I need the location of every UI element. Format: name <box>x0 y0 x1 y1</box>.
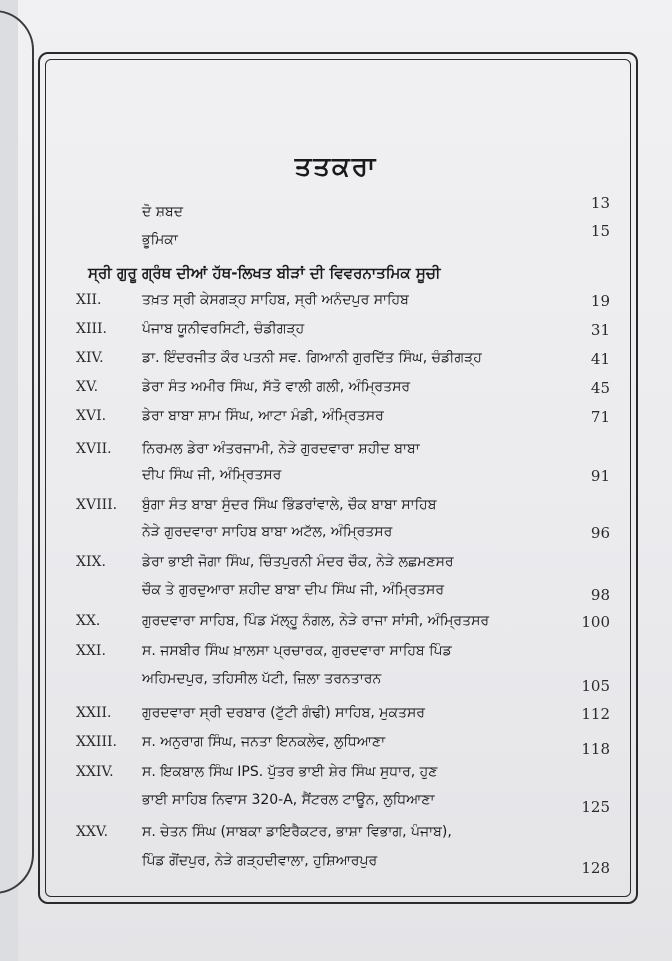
page-number: 98 <box>590 586 610 604</box>
entry-numeral: XIII. <box>76 321 108 337</box>
page-number: 96 <box>590 524 610 542</box>
toc-entry <box>0 350 672 376</box>
entry-numeral: XVIII. <box>76 497 118 513</box>
entry-text-line-1: ਸ. ਜਸਬੀਰ ਸਿੰਘ ਖ਼ਾਲਸਾ ਪ੍ਰਚਾਰਕ, ਗੁਰਦਵਾਰਾ ਸਾਹਿਬ ਪਿੰਡ <box>142 643 452 659</box>
entry-numeral: XIX. <box>76 554 106 570</box>
toc-entry <box>0 764 672 790</box>
toc-entry <box>0 734 672 760</box>
entry-text-line-1: ਸ. ਚੇਤਨ ਸਿੰਘ (ਸਾਬਕਾ ਡਾਇਰੈਕਟਰ, ਭਾਸ਼ਾ ਵਿਭਾਗ, ਪੰਜਾਬ), <box>142 824 452 840</box>
page-number: 105 <box>581 677 610 695</box>
toc-entry <box>0 613 672 639</box>
toc-entry <box>0 441 672 467</box>
toc-entry <box>0 824 672 850</box>
toc-entry <box>0 554 672 580</box>
entry-text-line-2: ਭਾਈ ਸਾਹਿਬ ਨਿਵਾਸ 320-A, ਸੈਂਟਰਲ ਟਾਊਨ, ਲੁਧਿਆਣਾ <box>142 792 435 808</box>
entry-numeral: XVI. <box>76 408 107 424</box>
page-number: 41 <box>590 350 610 368</box>
page-number: 13 <box>590 194 610 212</box>
entry-text: ਸ. ਅਨੁਰਾਗ ਸਿੰਘ, ਜਨਤਾ ਇਨਕਲੇਵ, ਲੁਧਿਆਣਾ <box>142 734 386 750</box>
entry-text: ਤਖ਼ਤ ਸ੍ਰੀ ਕੇਸਗੜ੍ਹ ਸਾਹਿਬ, ਸ੍ਰੀ ਅਨੰਦਪੁਰ ਸਾਹਿਬ <box>142 292 409 308</box>
entry-numeral: XXII. <box>76 705 112 721</box>
entry-text-line-2: ਦੀਪ ਸਿੰਘ ਜੀ, ਅੰਮ੍ਰਿਤਸਰ <box>142 467 282 483</box>
entry-text: ਡੇਰਾ ਬਾਬਾ ਸ਼ਾਮ ਸਿੰਘ, ਆਟਾ ਮੰਡੀ, ਅੰਮ੍ਰਿਤਸਰ <box>142 408 384 424</box>
entry-text: ਪੰਜਾਬ ਯੂਨੀਵਰਸਿਟੀ, ਚੰਡੀਗੜ੍ਹ <box>142 321 305 337</box>
page-number: 112 <box>581 705 610 723</box>
page-number: 45 <box>590 379 610 397</box>
toc-entry-continued <box>0 582 672 608</box>
toc-entry <box>0 408 672 434</box>
entry-text-line-1: ਬੁੰਗਾ ਸੰਤ ਬਾਬਾ ਸੁੰਦਰ ਸਿੰਘ ਭਿੰਡਰਾਂਵਾਲੇ, ਚੌਕ ਬਾਬਾ ਸਾਹਿਬ <box>142 497 437 513</box>
entry-numeral: XXIII. <box>76 734 117 750</box>
section-heading-text: ਸ੍ਰੀ ਗੁਰੂ ਗ੍ਰੰਥ ਦੀਆਂ ਹੱਥ-ਲਿਖਤ ਬੀੜਾਂ ਦੀ ਵਿਵਰਨਾਤਮਿਕ ਸੂਚੀ <box>88 264 441 282</box>
toc-entry <box>0 705 672 731</box>
page-number: 19 <box>590 292 610 310</box>
page-number: 91 <box>590 467 610 485</box>
toc-entry-continued <box>0 671 672 697</box>
entry-text: ਗੁਰਦਵਾਰਾ ਸਾਹਿਬ, ਪਿੰਡ ਮੱਲ੍ਹੂ ਨੰਗਲ, ਨੇੜੇ ਰਾਜਾ ਸਾਂਸੀ, ਅੰਮ੍ਰਿਤਸਰ <box>142 613 490 629</box>
entry-text: ਗੁਰਦਵਾਰਾ ਸ੍ਰੀ ਦਰਬਾਰ (ਟੁੱਟੀ ਗੰਢੀ) ਸਾਹਿਬ, ਮੁਕਤਸਰ <box>142 705 425 721</box>
page-number: 31 <box>590 321 610 339</box>
toc-entry-continued <box>0 524 672 550</box>
entry-text-line-1: ਨਿਰਮਲ ਡੇਰਾ ਅੰਤਰਜਾਮੀ, ਨੇੜੇ ਗੁਰਦਵਾਰਾ ਸ਼ਹੀਦ ਬਾਬਾ <box>142 441 420 457</box>
page-number: 100 <box>581 613 610 631</box>
entry-text: ਭੂਮਿਕਾ <box>142 232 178 248</box>
entry-text: ਡਾ. ਇੰਦਰਜੀਤ ਕੌਰ ਪਤਨੀ ਸਵ. ਗਿਆਨੀ ਗੁਰਦਿੱਤ ਸਿੰਘ, ਚੰਡੀਗੜ੍ਹ <box>142 350 482 366</box>
toc-entry <box>0 321 672 347</box>
toc-entry-continued <box>0 792 672 818</box>
entry-numeral: XXIV. <box>76 764 114 780</box>
entry-text-line-2: ਅਹਿਮਦਪੁਰ, ਤਹਿਸੀਲ ਪੱਟੀ, ਜ਼ਿਲਾ ਤਰਨਤਾਰਨ <box>142 671 382 687</box>
entry-numeral: XXV. <box>76 824 109 840</box>
page-number: 118 <box>581 740 610 758</box>
page-number: 125 <box>581 798 610 816</box>
toc-entry <box>0 292 672 318</box>
toc-entry <box>0 643 672 669</box>
entry-text: ਦੋ ਸ਼ਬਦ <box>142 204 184 220</box>
entry-text: ਡੇਰਾ ਸੰਤ ਅਮੀਰ ਸਿੰਘ, ਸੱਤੋ ਵਾਲੀ ਗਲੀ, ਅੰਮ੍ਰਿਤਸਰ <box>142 379 411 395</box>
page-number: 128 <box>581 859 610 877</box>
entry-text-line-2: ਨੇੜੇ ਗੁਰਦਵਾਰਾ ਸਾਹਿਬ ਬਾਬਾ ਅਟੱਲ, ਅੰਮ੍ਰਿਤਸਰ <box>142 524 393 540</box>
entry-text-line-1: ਸ. ਇਕਬਾਲ ਸਿੰਘ IPS. ਪੁੱਤਰ ਭਾਈ ਸ਼ੇਰ ਸਿੰਘ ਸੁਧਾਰ, ਹੁਣ <box>142 764 438 780</box>
entry-text-line-2: ਚੌਕ ਤੇ ਗੁਰਦੁਆਰਾ ਸ਼ਹੀਦ ਬਾਬਾ ਦੀਪ ਸਿੰਘ ਜੀ, ਅੰਮ੍ਰਿਤਸਰ <box>142 582 445 598</box>
entry-text-line-1: ਡੇਰਾ ਭਾਈ ਜੋਗਾ ਸਿੰਘ, ਚਿੰਤਪੁਰਨੀ ਮੰਦਰ ਚੌਕ, ਨੇੜੇ ਲਛਮਣਸਰ <box>142 554 454 570</box>
page-title: ਤਤਕਰਾ <box>294 152 378 182</box>
entry-text-line-2: ਪਿੰਡ ਗੋਂਦਪੁਰ, ਨੇੜੇ ਗੜ੍ਹਦੀਵਾਲਾ, ਹੁਸ਼ਿਆਰਪੁਰ <box>142 853 378 869</box>
toc-entry-continued <box>0 467 672 493</box>
entry-numeral: XIV. <box>76 350 104 366</box>
toc-entry-continued <box>0 853 672 879</box>
page-number: 71 <box>590 408 610 426</box>
entry-numeral: XVII. <box>76 441 112 457</box>
entry-numeral: XV. <box>76 379 99 395</box>
entry-numeral: XX. <box>76 613 101 629</box>
toc-entry-bhumika-text <box>0 232 672 258</box>
toc-section-heading <box>0 264 672 290</box>
entry-numeral: XXI. <box>76 643 106 659</box>
entry-numeral: XII. <box>76 292 102 308</box>
toc-entry <box>0 379 672 405</box>
page-number: 15 <box>590 222 610 240</box>
toc-entry <box>0 497 672 523</box>
